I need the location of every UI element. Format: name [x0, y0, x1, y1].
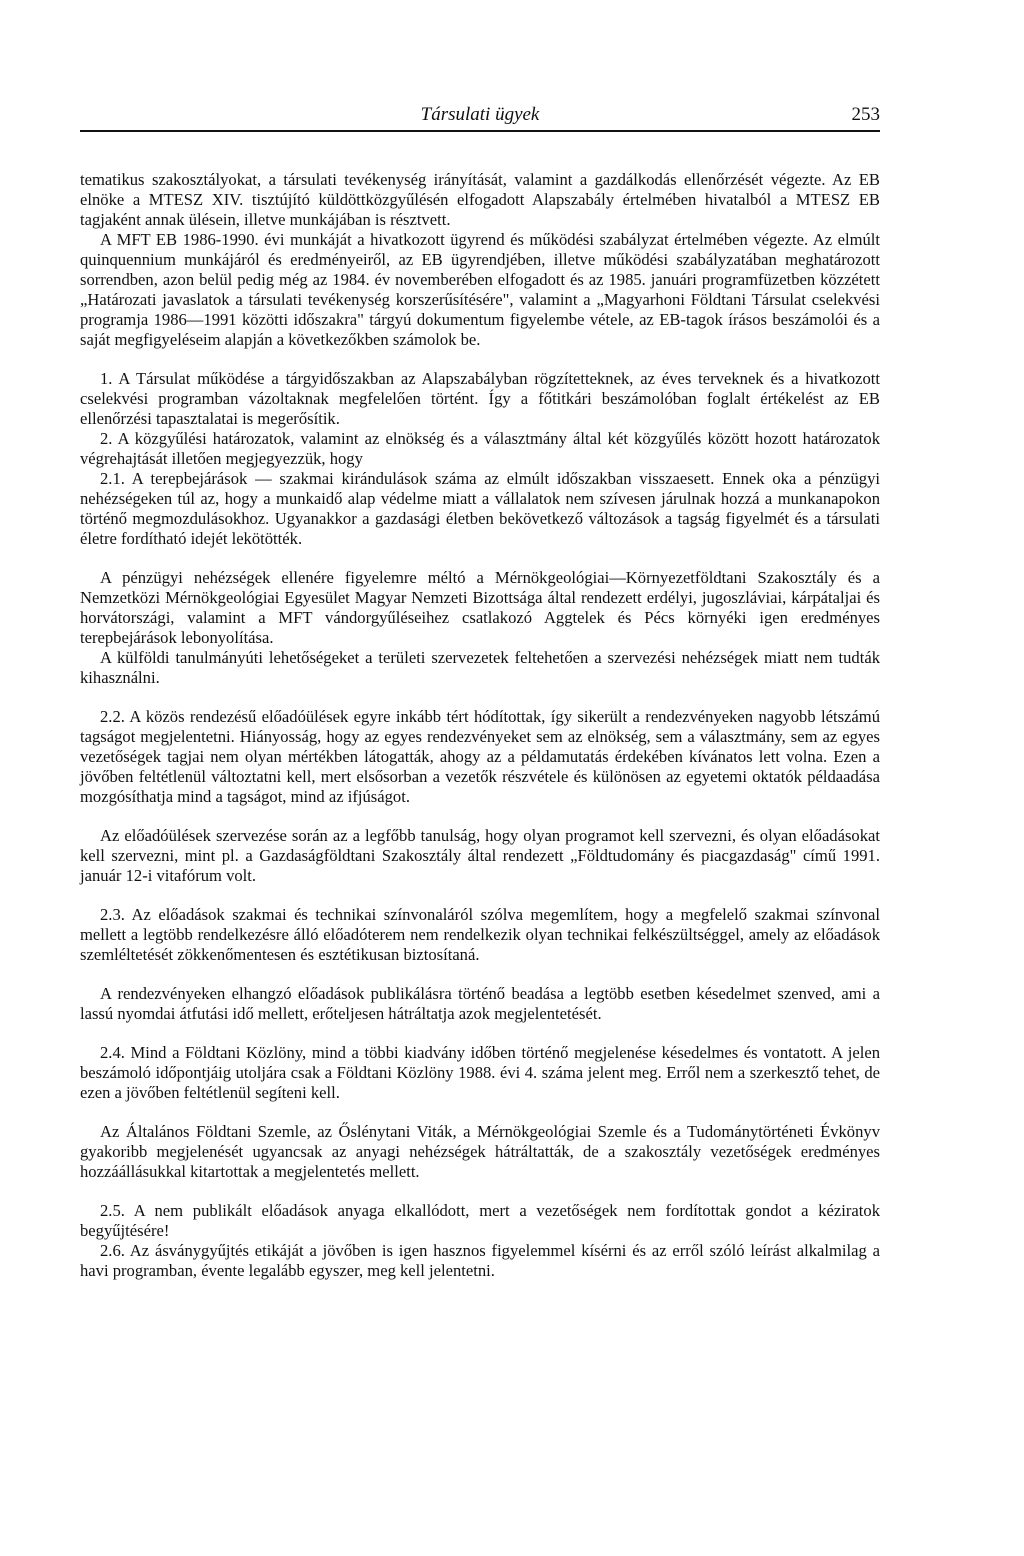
paragraph: 2.4. Mind a Földtani Közlöny, mind a többi kiadvány időben történő megjelenése késedelmes és vontatott. A jelen beszámoló időpontjáig utoljára csak a Földtani Közlöny 1988. évi 4. száma jelent meg. Erről nem a szerkesztő tehet, de ezen a jövőben feltétlenül segíteni kell. — [80, 1043, 880, 1102]
paragraph: 2.3. Az előadások szakmai és technikai színvonaláról szólva megemlítem, hogy a megfelelő szakmai színvonal mellett a legtöbb rendelkezésre álló előadóterem nem rendelkezik olyan technikai felkészültséggel, amely az előadások szemléltetését zökkenőmentesen és esztétikusan biztosítaná. — [80, 905, 880, 964]
paragraph: Az Általános Földtani Szemle, az Őslénytani Viták, a Mérnökgeológiai Szemle és a Tudománytörténeti Évkönyv gyakoribb megjelenését ugyancsak az anyagi nehézségek hátráltatták, de a szakosztály vezetőségek eredményes hozzáállásukkal kitartottak a megjelentetés mellett. — [80, 1122, 880, 1181]
paragraph: 2. A közgyűlési határozatok, valamint az elnökség és a választmány által két közgyűlés között hozott határozatok végrehajtását illetően megjegyezzük, hogy — [80, 429, 880, 468]
paragraph: 2.6. Az ásványgyűjtés etikáját a jövőben is igen hasznos figyelemmel kísérni és az erről szóló leírást alkalmilag a havi programban, évente legalább egyszer, meg kell jelentetni. — [80, 1241, 880, 1280]
paragraph: Az előadóülések szervezése során az a legfőbb tanulság, hogy olyan programot kell szervezni, és olyan előadásokat kell szervezni, mint pl. a Gazdaságföldtani Szakosztály által rendezett „Földtudomány és piacgazdaság" című 1991. január 12-i vitafórum volt. — [80, 826, 880, 885]
paragraph: 1. A Társulat működése a tárgyidőszakban az Alapszabályban rögzítetteknek, az éves terveknek és a hivatkozott cselekvési programban vázoltaknak megfelelően történt. Így a főtitkári beszámolóban foglalt értékelést az EB ellenőrzési tapasztalatai is megerősítik. — [80, 369, 880, 428]
page-header — [80, 100, 880, 132]
paragraph: A pénzügyi nehézségek ellenére figyelemre méltó a Mérnökgeológiai—Környezetföldtani Szakosztály és a Nemzetközi Mérnökgeológiai Egyesület Magyar Nemzeti Bizottsága által rendezett erdélyi, jugoszláviai, kárpátaljai és horvátországi, valamint a MFT vándorgyűléseihez csatlakozó Aggtelek és Pécs környéki igen eredményes terepbejárások lebonyolítása. — [80, 568, 880, 647]
paragraph: 2.2. A közös rendezésű előadóülések egyre inkább tért hódítottak, így sikerült a rendezvényeken nagyobb létszámú tagságot megjelentetni. Hiányosság, hogy az egyes rendezvényeket sem az elnökség, sem a választmány, sem az egyes vezetőségek tagjai nem olyan mértékben látogatták, ahogy az a példamutatás érdekében kívánatos lett volna. Ezen a jövőben feltétlenül változtatni kell, mert elsősorban a vezetők részvétele és különösen az egyetemi oktatók példaadása mozgósíthatja mind a tagságot, mind az ifjúságot. — [80, 707, 880, 806]
paragraph: A külföldi tanulmányúti lehetőségeket a területi szervezetek feltehetően a szervezési nehézségek miatt nem tudták kihasználni. — [80, 648, 880, 687]
paragraph: 2.1. A terepbejárások — szakmai kirándulások száma az elmúlt időszakban visszaesett. Ennek oka a pénzügyi nehézségeken túl az, hogy a munkaidő alap védelme miatt a vállalatok nem szívesen járulnak hozzá a munkanapokon történő megmozdulásokhoz. Ugyanakkor a gazdasági életben bekövetkező változások a tagság figyelmét és a társulati életre fordítható idejét lekötötték. — [80, 469, 880, 548]
body-text — [80, 170, 880, 1281]
paragraph: A MFT EB 1986-1990. évi munkáját a hivatkozott ügyrend és működési szabályzat értelmében végezte. Az elmúlt quinquennium munkájáról és eredményeiről, az EB ügyrendjében, illetve működési szabályzatában meghatározott sorrendben, azon belül pedig még az 1984. év novemberében elfogadott és az 1985. januári programfüzetben közzétett „Határozati javaslatok a társulati tevékenység korszerűsítésére", valamint a „Magyarhoni Földtani Társulat cselekvési programja 1986—1991 közötti időszakra" tárgyú dokumentum figyelembe vétele, az EB-tagok írásos beszámolói és a saját megfigyeléseim alapján a következőkben számolok be. — [80, 230, 880, 349]
page-number: 253 — [851, 104, 880, 125]
running-title: Társulati ügyek — [420, 104, 540, 125]
paragraph: tematikus szakosztályokat, a társulati tevékenység irányítását, valamint a gazdálkodás ellenőrzését végezte. Az EB elnöke a MTESZ XIV. tisztújító küldöttközgyűlésén elfogadott Alapszabály értelmében hivatalból a MTESZ EB tagjaként annak ülésein, illetve munkájában is résztvett. — [80, 170, 880, 229]
paragraph: A rendezvényeken elhangzó előadások publikálásra történő beadása a legtöbb esetben késedelmet szenved, ami a lassú nyomdai átfutási idő mellett, erőteljesen hátráltatja azok megjelentetését. — [80, 984, 880, 1023]
paragraph: 2.5. A nem publikált előadások anyaga elkallódott, mert a vezetőségek nem fordítottak gondot a kéziratok begyűjtésére! — [80, 1201, 880, 1240]
